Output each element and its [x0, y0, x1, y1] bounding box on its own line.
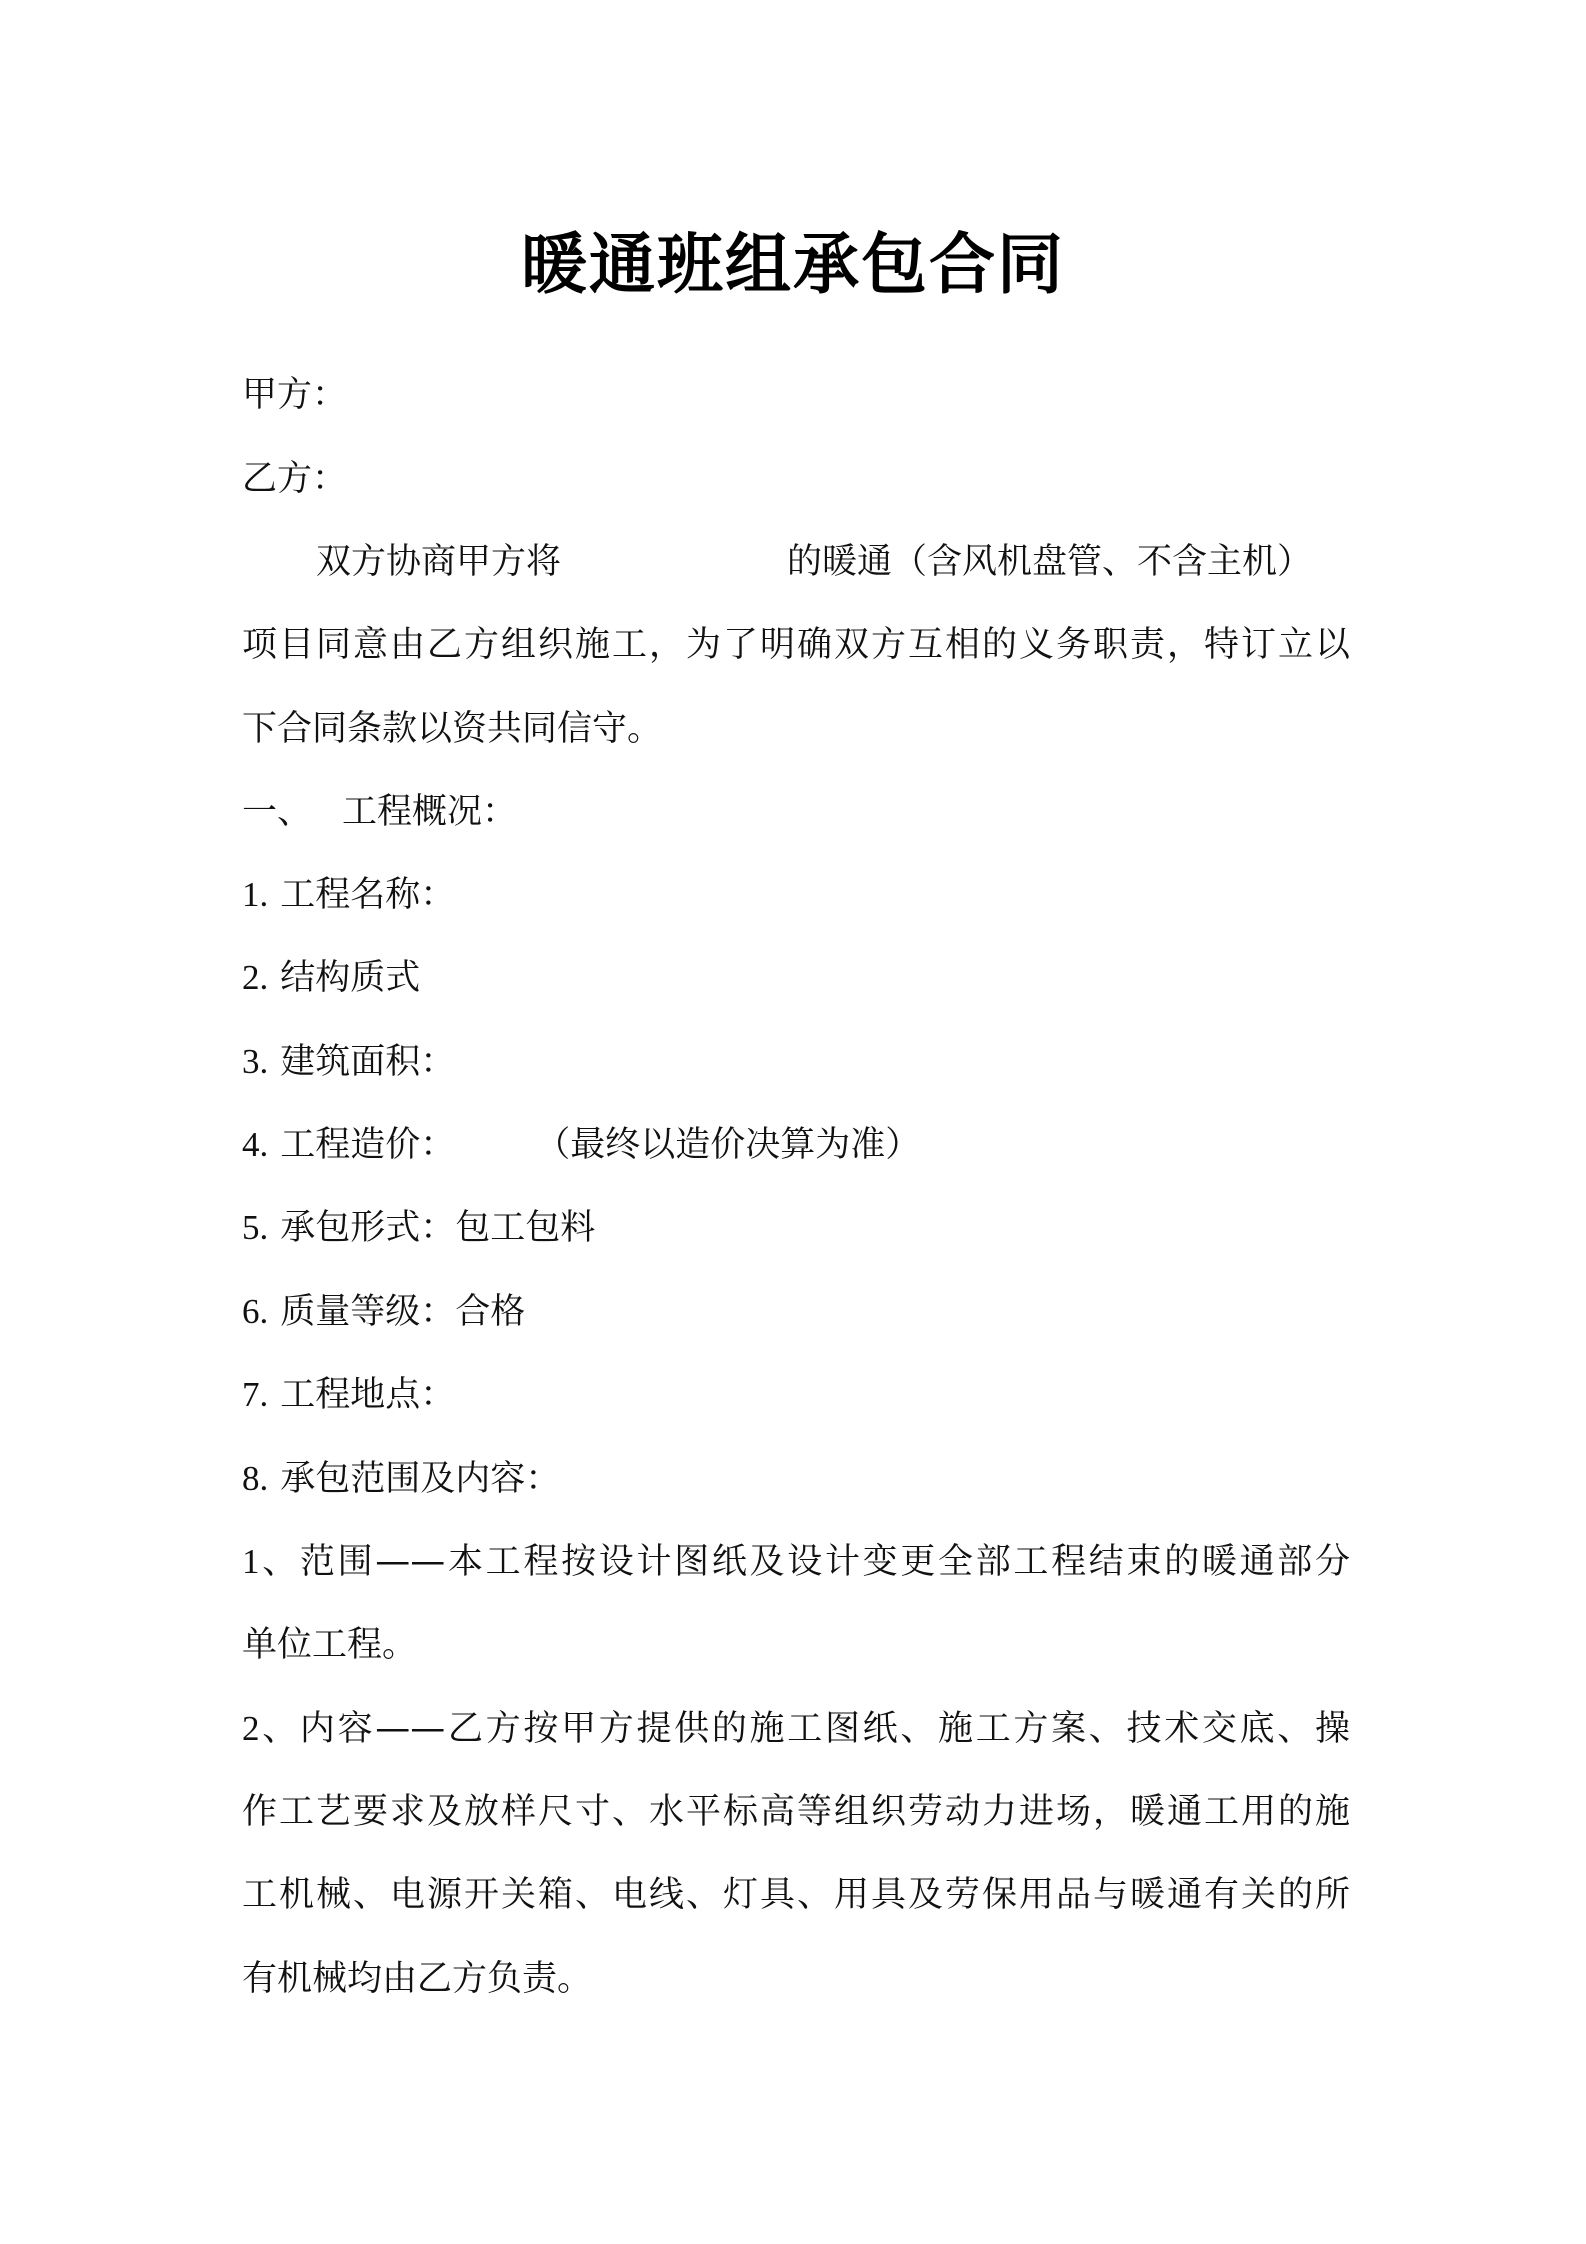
list-item-project-name: [242, 870, 455, 920]
list-item-number: 5.: [242, 1208, 269, 1247]
list-item-text: 工程名称：: [280, 875, 456, 915]
intro-line-3: 下合同条款以资共同信守。: [242, 709, 663, 749]
list-item-text: 结构质式: [280, 958, 421, 998]
list-item-text: 质量等级：合格: [280, 1292, 526, 1332]
intro-line-1-b: 的暖通（含风机盘管、不含主机）: [787, 542, 1313, 582]
scope-text: 、范围——本工程按设计图纸及设计变更全部工程结束的暖通部分: [259, 1542, 1350, 1582]
list-item-text: 建筑面积：: [280, 1042, 456, 1082]
list-item-number: 2.: [242, 958, 269, 997]
list-item-number: 3.: [242, 1042, 269, 1081]
list-item-number: 7.: [242, 1375, 269, 1414]
list-item-number: 8.: [242, 1459, 269, 1498]
section-1-marker: 一、: [242, 792, 313, 832]
list-item-contract-form: [242, 1203, 595, 1253]
party-a-label: 甲方：: [242, 375, 348, 415]
list-item-number: 1.: [242, 875, 269, 914]
list-item-location: [242, 1370, 455, 1420]
list-item-quality: [242, 1287, 525, 1337]
list-item-text: 工程地点：: [280, 1375, 456, 1415]
content-line-2: 作工艺要求及放样尺寸、水平标高等组织劳动力进场，暖通工用的施: [242, 1792, 1350, 1832]
intro-line-2: 项目同意由乙方组织施工，为了明确双方互相的义务职责，特订立以: [242, 625, 1350, 665]
content-text: 、内容——乙方按甲方提供的施工图纸、施工方案、技术交底、操: [259, 1709, 1350, 1749]
scope-line-2: 单位工程。: [242, 1625, 418, 1665]
content-line-1: [242, 1704, 1350, 1754]
document-title: 暖通班组承包合同: [521, 226, 1065, 303]
list-item-text: 承包形式：包工包料: [280, 1208, 596, 1248]
section-1-heading: [242, 787, 517, 837]
scope-number: 1: [242, 1542, 260, 1581]
content-number: 2: [242, 1709, 260, 1748]
intro-line-1-a: 双方协商甲方将: [316, 542, 562, 582]
list-item-number: 6.: [242, 1292, 269, 1331]
content-line-3: 工机械、电源开关箱、电线、灯具、用具及劳保用品与暖通有关的所: [242, 1875, 1350, 1915]
list-item-number: 4.: [242, 1125, 269, 1164]
content-line-4: 有机械均由乙方负责。: [242, 1959, 593, 1999]
list-item-text: 承包范围及内容：: [280, 1459, 561, 1499]
scope-line-1: [242, 1537, 1350, 1587]
list-item-cost: [242, 1120, 920, 1170]
section-1-title: 工程概况：: [342, 792, 518, 832]
list-item-area: [242, 1037, 455, 1087]
list-item-text: 工程造价：: [280, 1125, 456, 1165]
list-item-structure: [242, 953, 420, 1003]
party-b-label: 乙方：: [242, 459, 348, 499]
list-item-scope-content: [242, 1454, 560, 1504]
list-item-note: （最终以造价决算为准）: [535, 1125, 921, 1165]
intro-line-1: [316, 537, 1312, 587]
